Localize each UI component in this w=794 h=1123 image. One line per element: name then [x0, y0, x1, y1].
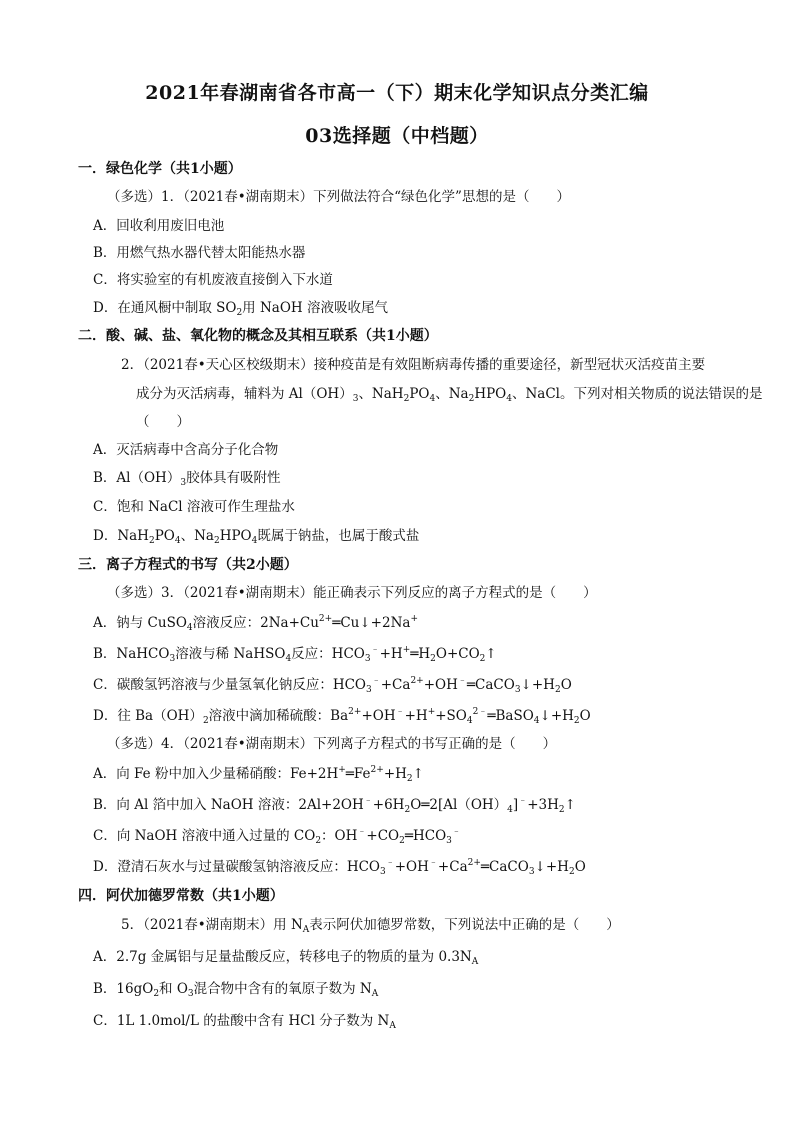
option: A．灭活病毒中含高分子化合物	[93, 442, 279, 458]
question-stem: （多选）1．（2021春•湖南期末）下列做法符合“绿色化学”思想的是（ ）	[107, 189, 570, 205]
section-heading: 一．绿色化学（共1小题）	[78, 161, 242, 177]
answer-bracket: （ ）	[136, 414, 190, 430]
question-stem: 5．（2021春•湖南期末）用 $N_A$表示阿伏加德罗常数，下列说法中正确的是（ ）	[121, 917, 620, 935]
option: A．向 Fe 粉中加入少量稀硝酸：$Fe+2H^+═Fe^{2+}+H_2↑$	[93, 765, 424, 784]
option: D．在通风橱中制取 $SO_2$用 NaOH 溶液吸收尾气	[93, 300, 388, 318]
question-stem: （多选）3．（2021春•湖南期末）能正确表示下列反应的离子方程式的是（ ）	[107, 585, 597, 601]
option: C．碳酸氢钙溶液与少量氢氧化钠反应：$HCO_3^﹣+Ca^{2+}+OH^﹣═CaCO_3↓+H_2O$	[93, 676, 572, 695]
option: C．饱和 NaCl 溶液可作生理盐水	[93, 499, 295, 515]
option: C．将实验室的有机废液直接倒入下水道	[93, 272, 333, 288]
option: A．回收利用废旧电池	[93, 218, 225, 234]
question-stem: （多选）4．（2021春•湖南期末）下列离子方程式的书写正确的是（ ）	[107, 736, 557, 752]
question-stem-continued: 成分为灭活病毒，辅料为 $Al(OH)_3$、$NaH_2PO_4$、$Na_2HPO_4$、NaCl。下列对相关物质的说法错误的是	[136, 386, 763, 404]
option: D．$NaH_2PO_4$、$Na_2HPO_4$既属于钠盐，也属于酸式盐	[93, 528, 420, 546]
section-heading: 四．阿伏加德罗常数（共1小题）	[78, 888, 284, 904]
option: A．钠与 CuSO$_4$溶液反应：$2Na+Cu^{2+}═Cu↓+2Na^+$	[93, 614, 418, 633]
option: B．用燃气热水器代替太阳能热水器	[93, 245, 306, 261]
section-heading: 三．离子方程式的书写（共2小题）	[78, 557, 298, 573]
option: B．$Al(OH)_3$胶体具有吸附性	[93, 470, 281, 488]
option: D．往 $Ba(OH)_2$溶液中滴加稀硫酸：$Ba^{2+}+OH^﹣+H^++SO_4^{2﹣}═BaSO_4↓+H_2O$	[93, 707, 591, 726]
document-title: 2021年春湖南省各市高一（下）期末化学知识点分类汇编	[145, 82, 649, 104]
option: C．向 NaOH 溶液中通入过量的 $CO_2$：$OH^﹣+CO_2═HCO_3^﹣$	[93, 827, 461, 846]
section-heading: 二．酸、碱、盐、氧化物的概念及其相互联系（共1小题）	[78, 328, 438, 344]
option: C．1L 1.0mol/L 的盐酸中含有 HCl 分子数为 $N_A$	[93, 1013, 396, 1031]
option: B．$16gO_2$和 $O_3$混合物中含有的氧原子数为 $N_A$	[93, 981, 379, 999]
option: A．2.7g 金属铝与足量盐酸反应，转移电子的物质的量为 $0.3N_A$	[93, 949, 479, 967]
option: B．向 Al 箔中加入 NaOH 溶液：$2Al+2OH^﹣+6H_2O═2[Al(OH)_4]^﹣+3H_2↑$	[93, 796, 576, 815]
document-subtitle: 03选择题（中档题）	[305, 125, 489, 147]
option: B．NaHCO$_3$溶液与稀 NaHSO$_4$反应：$HCO_3^﹣+H^+═H_2O+CO_2↑$	[93, 645, 497, 664]
question-stem: 2．（2021春•天心区校级期末）接种疫苗是有效阻断病毒传播的重要途径，新型冠状灭活疫苗主要	[121, 357, 706, 373]
option: D．澄清石灰水与过量碳酸氢钠溶液反应：$HCO_3^﹣+OH^﹣+Ca^{2+}═CaCO_3↓+H_2O$	[93, 858, 586, 877]
